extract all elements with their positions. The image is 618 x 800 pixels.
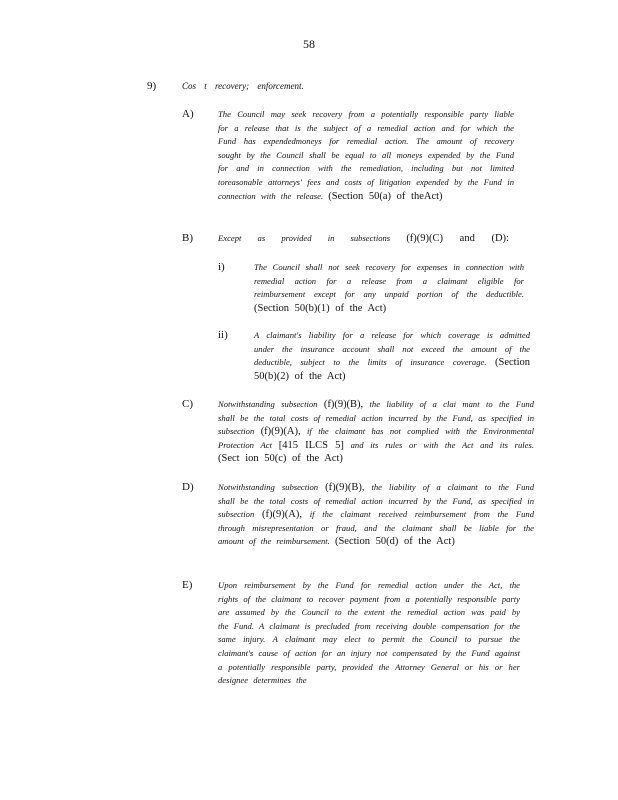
item-b-ii-label: ii) <box>218 329 228 341</box>
item-a-citation: (Section 50(a) of theAct) <box>328 190 443 202</box>
item-d-text-1: Notwithstanding subsection <box>218 482 319 492</box>
item-d-label: D) <box>182 481 194 493</box>
item-b-label: B) <box>182 232 193 244</box>
item-d-text-3: if the claimant received reimbursement from the Fund through misrepresentation or fraud, and the claimant shall be liable for the amount of the reimbursement. <box>218 509 534 547</box>
item-c-citation-3: [415 ILCS 5] <box>278 439 344 451</box>
item-c-citation-1: (f)(9)(B), <box>323 399 364 410</box>
item-b-ii-text: A claimant's liability for a release for which coverage is admitted under the insurance account shall not exceed the amount of the deductible, subject to the limits of insurance coverage. <box>254 330 530 368</box>
item-e-text: Upon reimbursement by the Fund for remedial action under the Act, the rights of the claimant to recover payment from a potentially responsible party are assumed by the Council to the extent the remedial action was paid by the Fund. A claimant is precluded from receiving double compensation for the same injury. A claimant may elect to permit the Council to pursue the claimant's cause of action for an injury not compensated by the Fund against a potentially responsible party, provided the Attorney General or his or her designee determines the <box>218 580 520 686</box>
item-a-label: A) <box>182 108 194 120</box>
item-e-label: E) <box>182 579 193 591</box>
item-c-paragraph <box>218 398 534 466</box>
item-a-text: The Council may seek recovery from a potentially responsible party liable for a release that is the subject of a remedial action and for which the Fund has expendedmoneys for remedial action. The amount of recovery sought by the Council shall be equal to all moneys expended by the Fund for and in connection with the remediation, including but not limited toreasonable attorneys' fees and costs of litigation expended by the Fund in connection with the release. <box>218 109 514 201</box>
item-b-paragraph <box>218 232 514 246</box>
item-c-text-2: the liability of a clai mant to the Fund shall be the total costs of remedial action incurred by the Fund, as specified in subsection <box>218 399 534 437</box>
item-c-citation-4: (Sect ion 50(c) of the Act) <box>218 453 343 465</box>
item-b-ii-citation: (Section 50(b)(2) of the Act) <box>254 357 530 382</box>
item-c-label: C) <box>182 398 193 410</box>
item-c-text-4: and its rules or with the Act and its rules. <box>350 439 534 450</box>
item-d-citation-1: (f)(9)(B), <box>325 482 365 493</box>
item-c-citation-2: (f)(9)(A), <box>260 426 301 438</box>
item-c-text-3: if the claimant has not complied with the Environmental Protection Act <box>218 426 535 450</box>
item-d-text-2: the liability of a claimant to the Fund shall be the total costs of remedial action incurred by the Fund, as specified in subsection <box>218 482 534 520</box>
item-b-i-text: The Council shall not seek recovery for expenses in connection with remedial action for a release from a claimant eligible for reimbursement except for any unpaid portion of the deductible. <box>254 262 524 300</box>
section-title: Cos t recovery; enforcement. <box>182 81 304 91</box>
page-number: 58 <box>303 37 315 51</box>
item-d-paragraph <box>218 481 534 549</box>
item-d-citation-2: (f)(9)(A), <box>262 509 302 521</box>
item-b-text: Except as provided in subsections <box>218 233 391 243</box>
item-d-citation-3: (Section 50(d) of the Act) <box>334 536 455 548</box>
item-b-i-citation: (Section 50(b)(1) of the Act) <box>254 302 387 314</box>
item-e-paragraph <box>218 579 520 688</box>
item-b-citation: (f)(9)(C) and (D): <box>406 233 509 244</box>
item-b-i-paragraph <box>254 261 524 315</box>
section-number: 9) <box>147 80 157 92</box>
item-a-paragraph <box>218 108 514 203</box>
item-c-text-1: Notwithstanding subsection <box>218 399 318 409</box>
item-b-ii-paragraph <box>254 329 530 383</box>
item-b-i-label: i) <box>218 261 225 273</box>
